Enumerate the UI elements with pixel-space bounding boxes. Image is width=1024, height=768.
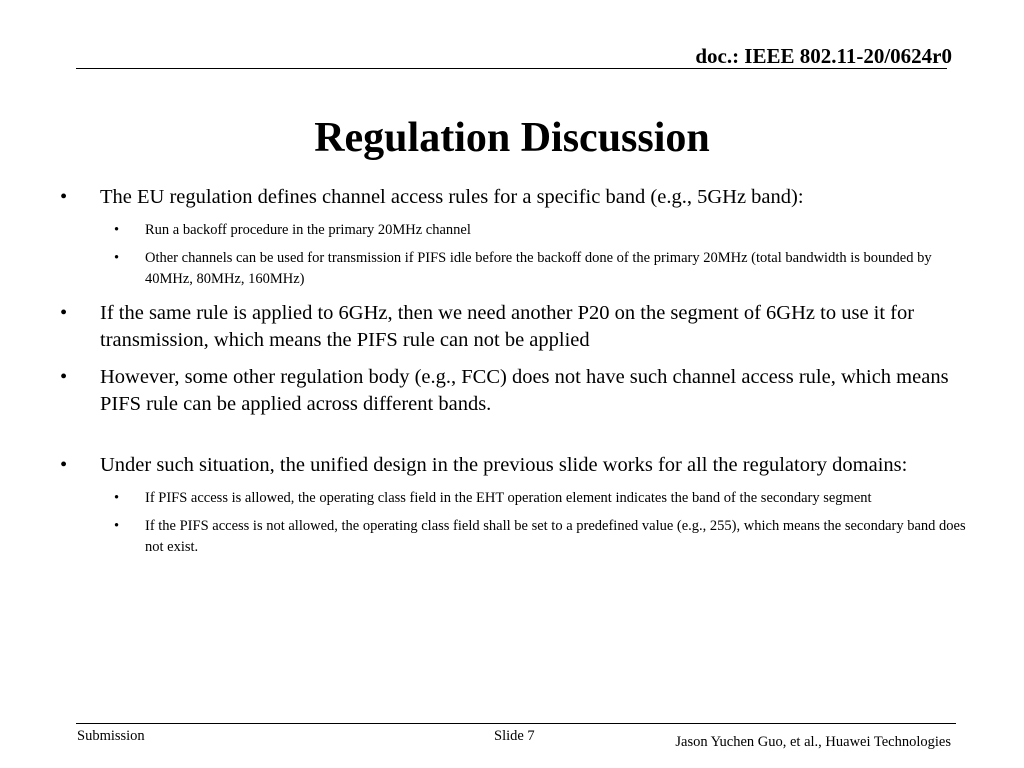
bullet-item: [56, 452, 966, 558]
bullet-item: [56, 300, 966, 354]
sub-bullet-item: [100, 220, 966, 241]
bullet-dot-icon: •: [114, 250, 120, 266]
bullet-dot-icon: •: [60, 302, 68, 324]
bullet-dot-icon: •: [114, 490, 120, 506]
slide-title: Regulation Discussion: [314, 115, 710, 161]
sub-bullet-item: [100, 248, 966, 290]
slide-body: [56, 184, 966, 568]
bullet-dot-icon: •: [114, 222, 120, 238]
slide-number: Slide 7: [494, 728, 535, 744]
bullet-text: If the same rule is applied to 6GHz, then we need another P20 on the segment of 6GHz to use it for transmission, which means the PIFS rule can not be applied: [100, 302, 915, 351]
bullet-item: [56, 184, 966, 290]
sub-bullet-text: If PIFS access is allowed, the operating class field in the EHT operation element indicates the band of the secondary segment: [145, 490, 872, 506]
sub-bullet-list: [100, 488, 966, 558]
footer-author: Jason Yuchen Guo, et al., Huawei Technologies: [675, 734, 951, 750]
bullet-text: The EU regulation defines channel access rules for a specific band (e.g., 5GHz band):: [100, 186, 804, 208]
sub-bullet-list: [100, 220, 966, 290]
bullet-item: [56, 364, 966, 418]
bullet-dot-icon: •: [60, 366, 68, 388]
footer-divider: [76, 723, 956, 724]
bullet-text: Under such situation, the unified design in the previous slide works for all the regulatory domains:: [100, 454, 908, 476]
bullet-text: However, some other regulation body (e.g., FCC) does not have such channel access rule, which means PIFS rule can be applied across different bands.: [100, 366, 949, 415]
sub-bullet-text: If the PIFS access is not allowed, the operating class field shall be set to a predefined value (e.g., 255), which means the secondary band does not exist.: [145, 518, 966, 555]
sub-bullet-text: Other channels can be used for transmission if PIFS idle before the backoff done of the primary 20MHz (total bandwidth is bounded by 40MHz, 80MHz, 160MHz): [145, 250, 932, 287]
sub-bullet-text: Run a backoff procedure in the primary 20MHz channel: [145, 222, 471, 238]
bullet-dot-icon: •: [60, 454, 68, 476]
bullet-dot-icon: •: [114, 518, 120, 534]
sub-bullet-item: [100, 516, 966, 558]
bullet-dot-icon: •: [60, 186, 68, 208]
header-divider: [76, 68, 947, 69]
footer-submission: Submission: [77, 728, 145, 744]
sub-bullet-item: [100, 488, 966, 509]
document-id: doc.: IEEE 802.11-20/0624r0: [695, 44, 952, 68]
bullet-list: [56, 184, 966, 558]
